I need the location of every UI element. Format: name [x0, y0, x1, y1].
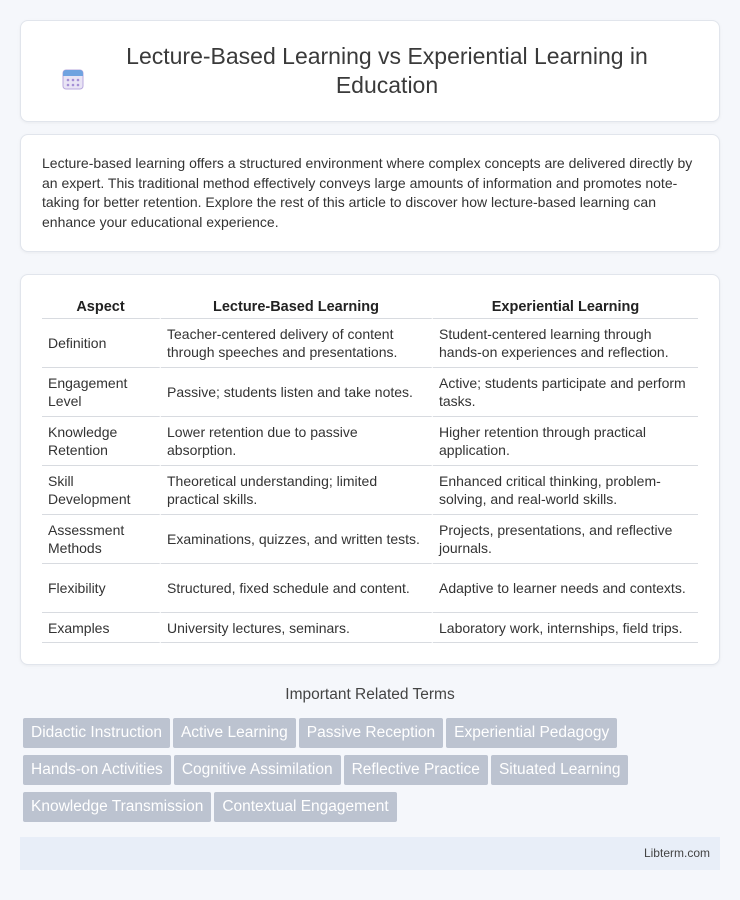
cell-experiential: Higher retention through practical application.: [433, 417, 698, 466]
cell-aspect: Skill Development: [42, 466, 161, 515]
footer-site-link[interactable]: Libterm.com: [643, 846, 710, 860]
related-term-tag[interactable]: Didactic Instruction: [23, 718, 170, 748]
cell-lecture: Structured, fixed schedule and content.: [161, 564, 433, 613]
related-term-tag[interactable]: Knowledge Transmission: [23, 792, 211, 822]
table-header-row: [42, 295, 698, 319]
cell-experiential: Laboratory work, internships, field trips.: [433, 613, 698, 643]
comparison-card: [20, 274, 720, 665]
related-terms-list: [23, 718, 723, 829]
header-lecture: Lecture-Based Learning: [161, 295, 433, 319]
related-term-tag[interactable]: Active Learning: [173, 718, 296, 748]
cell-aspect: Flexibility: [42, 564, 161, 613]
cell-lecture: Theoretical understanding; limited practical skills.: [161, 466, 433, 515]
table-row: [42, 319, 698, 368]
cell-experiential: Adaptive to learner needs and contexts.: [433, 564, 698, 613]
cell-aspect: Definition: [42, 319, 161, 368]
related-term-tag[interactable]: Cognitive Assimilation: [174, 755, 341, 785]
related-term-tag[interactable]: Passive Reception: [299, 718, 443, 748]
intro-card: [20, 134, 720, 252]
table-row: [42, 417, 698, 466]
cell-lecture: Lower retention due to passive absorption.: [161, 417, 433, 466]
header-experiential: Experiential Learning: [433, 295, 698, 319]
related-term-tag[interactable]: Hands-on Activities: [23, 755, 171, 785]
table-row: [42, 368, 698, 417]
footer: [20, 837, 720, 870]
comparison-table: [42, 295, 698, 643]
cell-experiential: Active; students participate and perform tasks.: [433, 368, 698, 417]
cell-aspect: Assessment Methods: [42, 515, 161, 564]
table-row: [42, 613, 698, 643]
related-term-tag[interactable]: Situated Learning: [491, 755, 629, 785]
related-terms-heading: Important Related Terms: [285, 686, 455, 703]
table-row: [42, 515, 698, 564]
related-term-tag[interactable]: Contextual Engagement: [214, 792, 396, 822]
intro-paragraph: Lecture-based learning offers a structured environment where complex concepts are delivered directly by an expert. This traditional method effectively conveys large amounts of information and promotes note-taking for better retention. Explore the rest of this article to discover how lecture-based learning can enhance your educational experience.: [42, 155, 693, 230]
cell-lecture: University lectures, seminars.: [161, 613, 433, 643]
related-term-tag[interactable]: Reflective Practice: [344, 755, 488, 785]
table-row: [42, 564, 698, 613]
related-term-tag[interactable]: Experiential Pedagogy: [446, 718, 617, 748]
cell-aspect: Knowledge Retention: [42, 417, 161, 466]
header-aspect: Aspect: [42, 295, 161, 319]
table-row: [42, 466, 698, 515]
cell-experiential: Projects, presentations, and reflective journals.: [433, 515, 698, 564]
cell-experiential: Student-centered learning through hands-on experiences and reflection.: [433, 319, 698, 368]
page-title: Lecture-Based Learning vs Experiential Learning in Education: [126, 43, 648, 98]
cell-lecture: Passive; students listen and take notes.: [161, 368, 433, 417]
cell-experiential: Enhanced critical thinking, problem-solving, and real-world skills.: [433, 466, 698, 515]
cell-aspect: Engagement Level: [42, 368, 161, 417]
cell-lecture: Teacher-centered delivery of content through speeches and presentations.: [161, 319, 433, 368]
cell-lecture: Examinations, quizzes, and written tests.: [161, 515, 433, 564]
cell-aspect: Examples: [42, 613, 161, 643]
calendar-icon: [60, 66, 86, 92]
title-card: [20, 20, 720, 122]
